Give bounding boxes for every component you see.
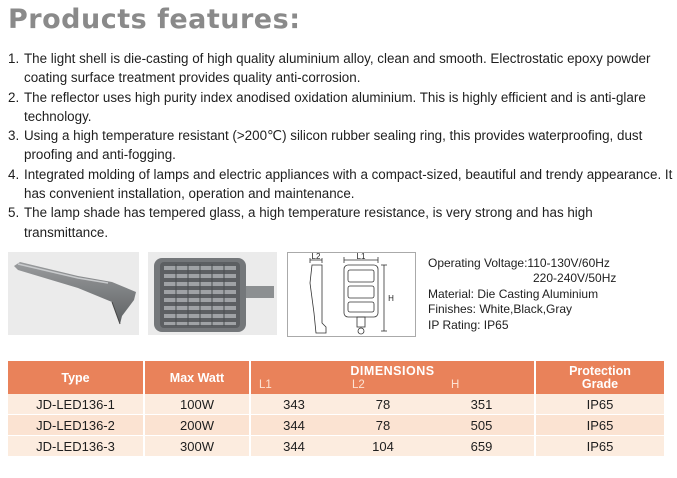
feature-number: 2. (8, 89, 20, 105)
product-photo-side (8, 252, 139, 335)
feature-item (8, 165, 673, 204)
feature-text: The lamp shade has tempered glass, a high temperature resistance, is very strong and has high transmittance. (24, 205, 593, 240)
voltage-value-1: 110-130V/60Hz (527, 256, 610, 270)
dimension-drawing (287, 252, 416, 337)
table-row (8, 436, 664, 457)
feature-text: The light shell is die-casting of high quality aluminium alloy, clean and smooth. Electrostatic epoxy powder coating surface treatment provides quality anti-corrosion. (24, 51, 651, 86)
label-l1: L1 (356, 253, 366, 261)
feature-text: Using a high temperature resistant (>200℃) silicon rubber sealing ring, this provides waterproofing, dust proofing and anti-fogging. (24, 128, 643, 163)
header-l1: L1 (259, 379, 272, 391)
cell-l1: 343 (249, 394, 337, 415)
header-h: H (451, 379, 460, 391)
feature-number: 3. (8, 128, 20, 144)
feature-text: Integrated molding of lamps and electric appliances with a compact-sized, beautiful and trendy appearance. It has convenient installation, operation and maintenance. (24, 166, 673, 202)
product-photo-top (148, 252, 277, 335)
cell-h: 505 (429, 415, 534, 436)
features-list (8, 49, 673, 242)
cell-type: JD-LED136-3 (8, 436, 143, 457)
voltage-line (428, 256, 673, 271)
table-row (8, 415, 664, 436)
specs-block (428, 256, 673, 333)
cell-type: JD-LED136-1 (8, 394, 143, 415)
cell-watt: 100W (143, 394, 249, 415)
label-l2: L2 (311, 253, 321, 261)
header-type: Type (8, 361, 143, 394)
header-max-watt: Max Watt (143, 361, 249, 394)
cell-l1: 344 (249, 436, 337, 457)
cell-type: JD-LED136-2 (8, 415, 143, 436)
voltage-label: Operating Voltage: (428, 256, 528, 270)
header-grade: Grade (581, 376, 619, 391)
finishes-line: Finishes: White,Black,Gray (428, 302, 573, 317)
street-light-side-image (8, 252, 139, 335)
cell-watt: 300W (143, 436, 249, 457)
label-h: H (388, 294, 394, 303)
street-light-top-image (148, 252, 277, 335)
feature-item (8, 88, 673, 127)
material-line: Material: Die Casting Aluminium (428, 286, 599, 301)
header-l2: L2 (352, 379, 365, 391)
header-protection-grade (534, 361, 664, 394)
header-dimensions (249, 361, 534, 394)
cell-l2: 78 (337, 415, 429, 436)
cell-l2: 78 (337, 394, 429, 415)
cell-grade: IP65 (534, 415, 664, 436)
cell-l1: 344 (249, 415, 337, 436)
page-title: Products features: (8, 4, 301, 35)
feature-number: 5. (8, 205, 20, 221)
ip-rating-line: IP Rating: IP65 (428, 317, 509, 332)
feature-number: 1. (8, 51, 20, 66)
feature-text: The reflector uses high purity index anodised oxidation aluminium. This is highly efficient and is anti-glare technology. (24, 89, 646, 124)
cell-watt: 200W (143, 415, 249, 436)
cell-h: 659 (429, 436, 534, 457)
dimensions-table (8, 361, 664, 457)
header-protection: Protection (569, 363, 631, 378)
feature-item (8, 126, 673, 165)
feature-number: 4. (8, 166, 20, 182)
feature-item (8, 203, 673, 242)
cell-grade: IP65 (534, 394, 664, 415)
technical-drawing (288, 253, 415, 336)
table-header-row (8, 361, 664, 394)
cell-h: 351 (429, 394, 534, 415)
cell-l2: 104 (337, 436, 429, 457)
feature-item (8, 49, 673, 88)
cell-grade: IP65 (534, 436, 664, 457)
header-dimensions-title: DIMENSIONS (350, 364, 435, 378)
table-row (8, 394, 664, 415)
voltage-value-2: 220-240V/50Hz (533, 271, 617, 286)
